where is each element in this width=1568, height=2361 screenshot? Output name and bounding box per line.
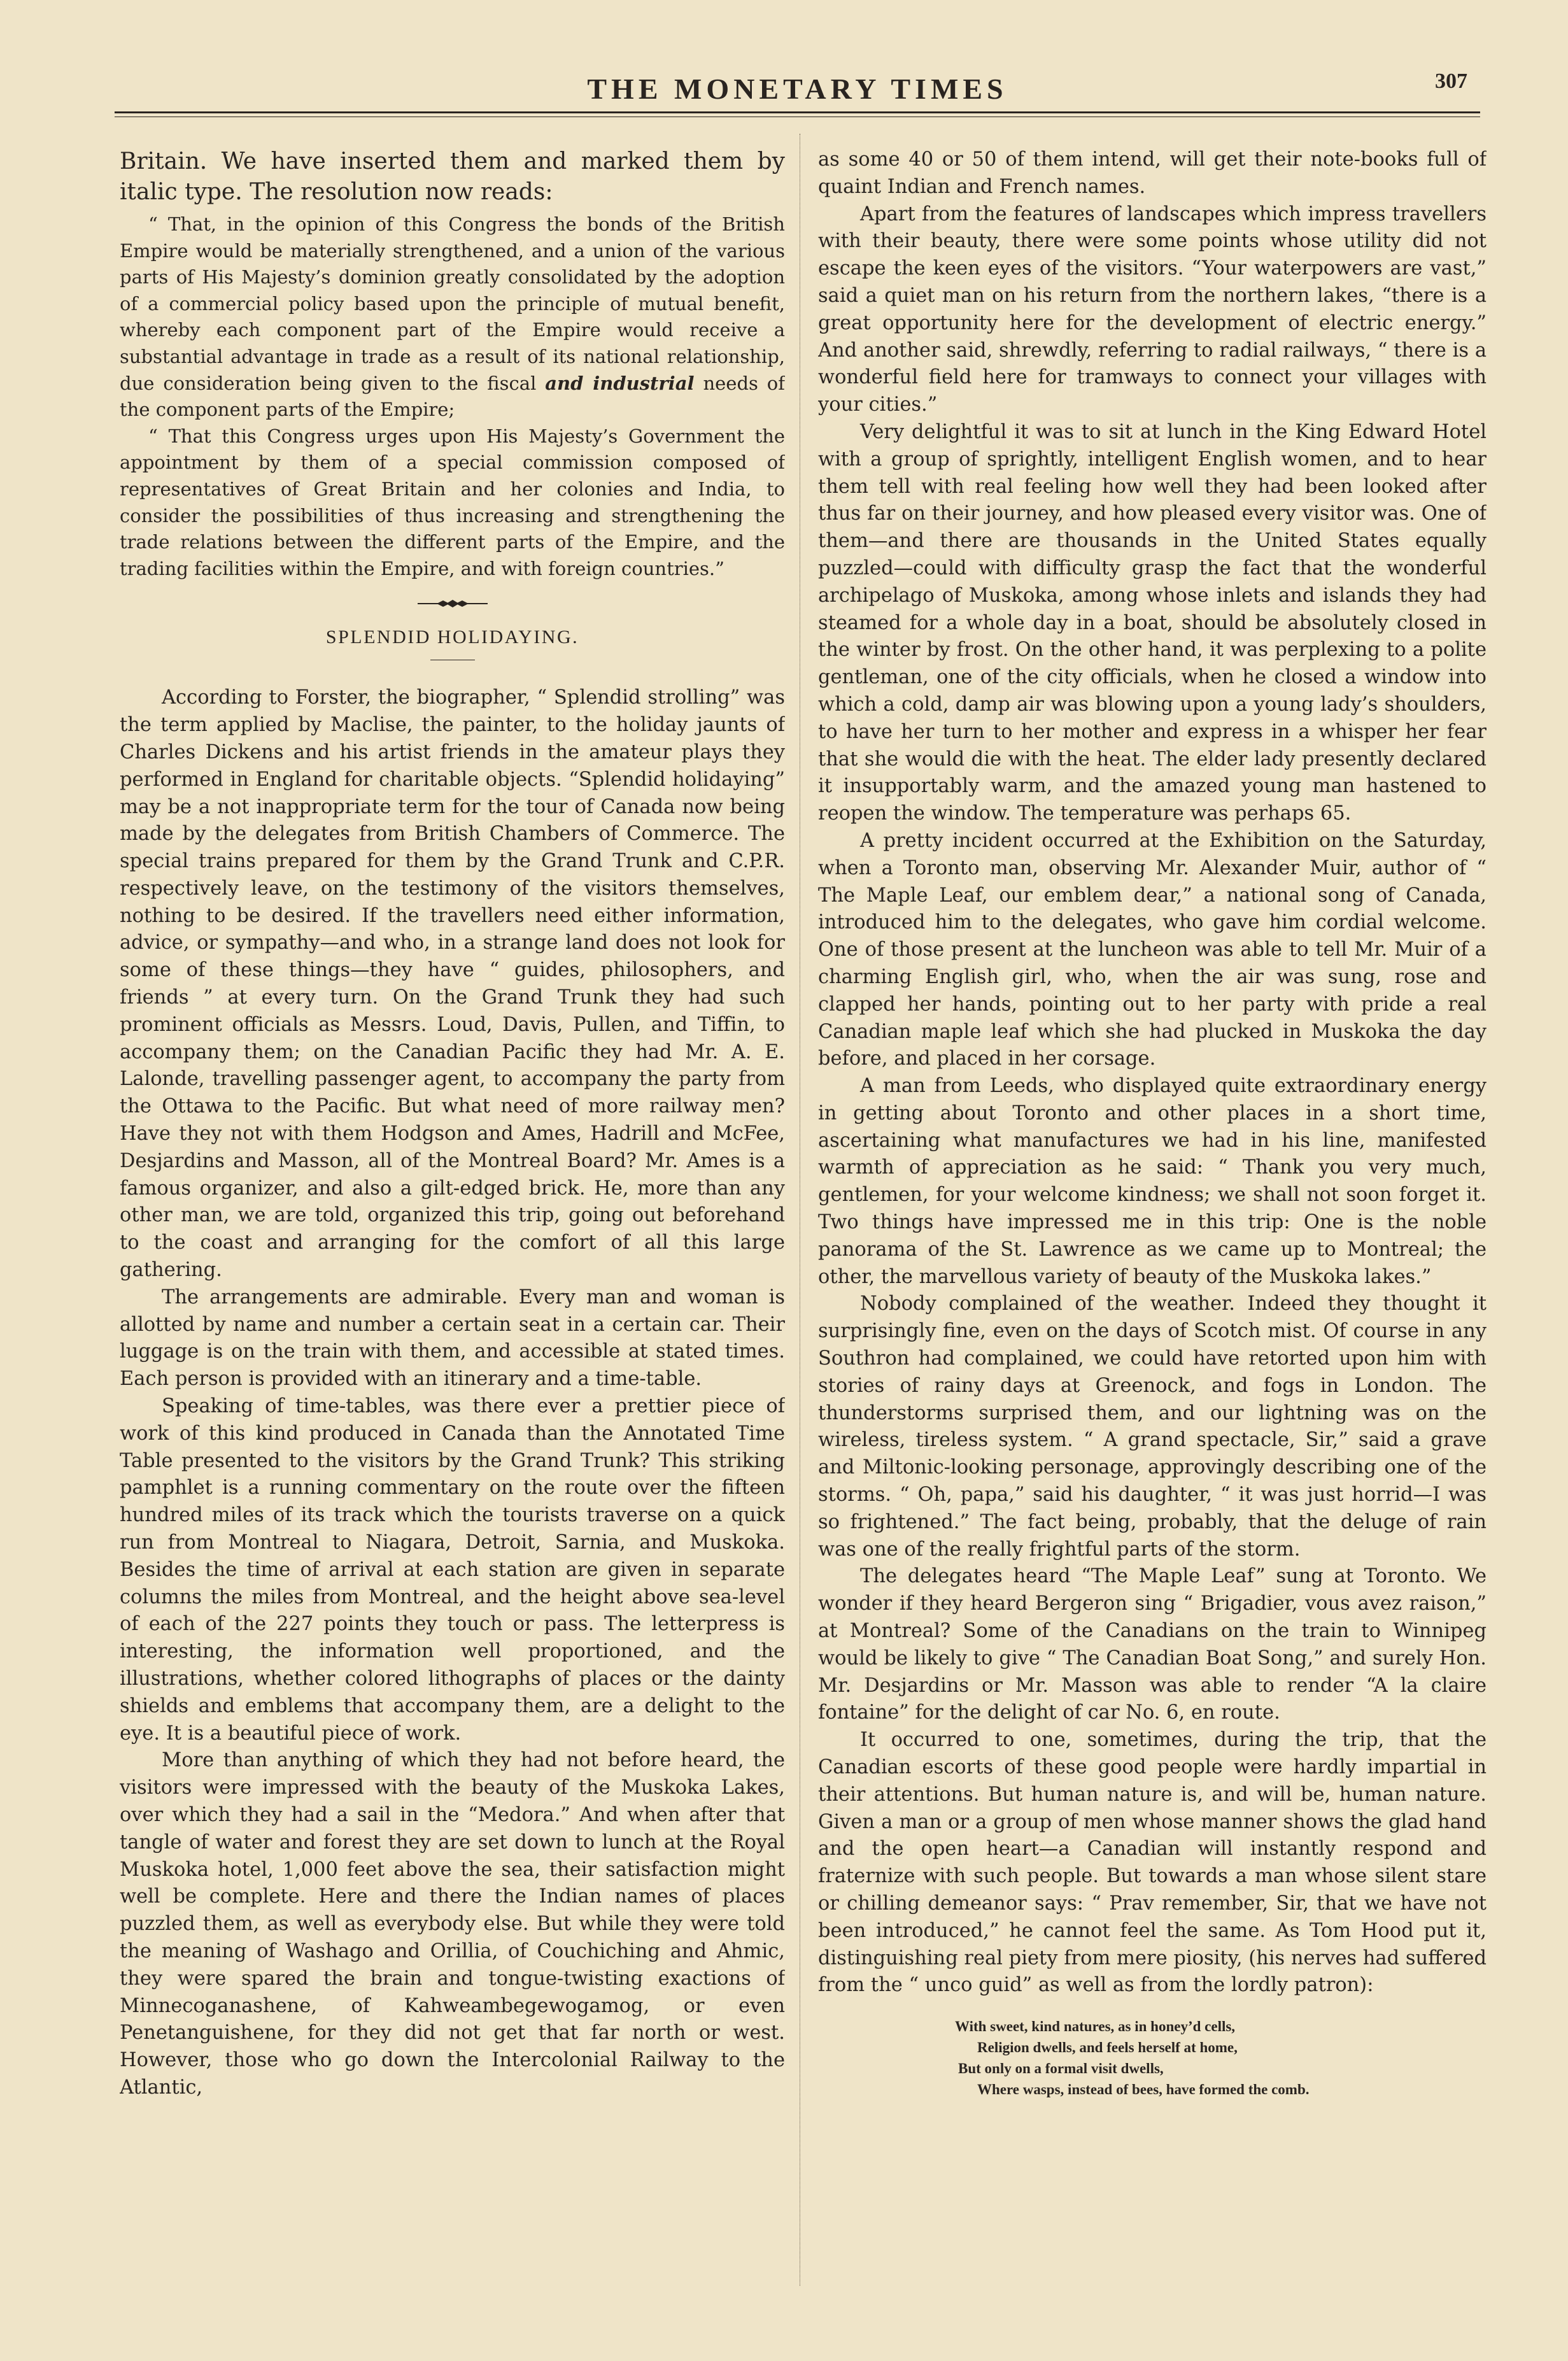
section-heading: SPLENDID HOLIDAYING. (325, 627, 579, 648)
article-paragraph: A man from Leeds, who displayed quite extraordinary energy in getting about Toronto and other places in a short time, ascertaining what manufactures we had in his line, manifested warmth of appreciation as he said: “ Thank you very much, gentlemen, for your welcome kindness; we shall not soon forget it. Two things have impressed me in this trip: One is the noble panorama of the St. Lawrence as we came up to Montreal; the other, the marvellous variety of beauty of the Muskoka lakes.” (818, 1075, 1487, 1288)
page-number: 307 (1435, 69, 1467, 93)
article-paragraph: It occurred to one, sometimes, during the trip, that the Canadian escorts of these good people were hardly impartial in their attentions. But human nature is, and will be, human nature. Given a man or a group of men whose manner shows the glad hand and the open heart—a Canadian will instantly respond and fraternize with such people. But towards a man whose silent stare or chilling demeanor says: “ Prav remember, Sir, that we have not been introduced,” he cannot feel the same. As Tom Hood put it, distinguishing real piety from mere piosity, (his nerves had suffered from the “ unco guid” as well as from the lordly patron): (818, 1729, 1487, 1997)
article-paragraph: Nobody complained of the weather. Indeed they thought it surprisingly fine, even on the days of Scotch mist. Of course in any Southron had complained, we could have retorted upon him with stories of rainy days at Greenock, and fogs in London. The thunderstorms surprised them, and our lightning was on the wireless, tireless system. “ A grand spectacle, Sir,” said a grave and Miltonic-looking personage, approvingly describing one of the storms. “ Oh, papa,” said his daughter, “ it was just horrid—I was so frightened.” The fact being, probably, that the deluge of rain was one of the really frightful parts of the storm. (818, 1293, 1487, 1561)
page-header (115, 60, 1480, 118)
article-paragraph-continued: as some 40 or 50 of them intend, will get their note-books full of quaint Indian and French names. (818, 148, 1487, 198)
masthead-title: THE MONETARY TIMES (587, 73, 1008, 105)
italic-inserted-words: and industrial (545, 372, 695, 394)
article-paragraph: The delegates heard “The Maple Leaf” sung at Toronto. We wonder if they heard Bergeron sing “ Brigadier, vous avez raison,” at Montreal? Some of the Canadians on the train to Winnipeg would be likely to give “ The Canadian Boat Song,” and surely Hon. Mr. Desjardins or Mr. Masson was able to render “A la claire fontaine” for the delight of car No. 6, en route. (818, 1565, 1487, 1724)
right-column (818, 146, 1487, 2286)
resolution-quote-2: “ That this Congress urges upon His Majesty’s Government the appointment by them of a special commission composed of representatives of Great Britain and her colonies and India, to consider the possibilities of thus increasing and strengthening the trade relations between the different parts of the Empire, and the trading facilities within the Empire, and with foreign countries.” (120, 425, 785, 579)
article-paragraph: Speaking of time-tables, was there ever a prettier piece of work of this kind produced in Canada than the Annotated Time Table presented to the visitors by the Grand Trunk? This striking pamphlet is a running commentary on the route over the fifteen hundred miles of its track which the tourists traverse on a quick run from Montreal to Niagara, Detroit, Sarnia, and Muskoka. Besides the time of arrival at each station are given in separate columns the miles from Montreal, and the height above sea-level of each of the 227 points they touch or pass. The letterpress is interesting, the information well proportioned, and the illustrations, whether colored lithographs of places or the dainty shields and emblems that accompany them, are a delight to the eye. It is a beautiful piece of work. (120, 1395, 785, 1745)
article-paragraph: Apart from the features of landscapes which impress travellers with their beauty, there were some points whose utility did not escape the keen eyes of the visitors. “Your waterpowers are vast,” said a quiet man on his return from the northern lakes, “there is a great opportunity here for the development of electric energy.” And another said, shrewdly, referring to radial railways, “ there is a wonderful field here for tramways to connect your villages with your cities.” (818, 202, 1487, 416)
poem-line: Where wasps, instead of bees, have formed the comb. (977, 2081, 1310, 2098)
ornament-divider-icon (418, 599, 488, 609)
resolution-quote-1-end: needs of the component parts of the Empire; (120, 372, 785, 421)
resolution-quote-1 (120, 211, 785, 423)
resolution-quote-1-start: “ That, in the opinion of this Congress the bonds of the British Empire would be materially strengthened, and a union of the various parts of His Majesty’s dominion greatly consolidated by the adoption of a commercial policy based upon the principle of mutual benefit, whereby each component part of the Empire would receive a substantial advantage in trade as a result of its national relationship, due consideration being given to the fiscal (120, 213, 785, 394)
poem-line: With sweet, kind natures, as in honey’d cells, (955, 2018, 1236, 2035)
article-paragraph: According to Forster, the biographer, “ Splendid strolling” was the term applied by Maclise, the painter, to the holiday jaunts of Charles Dickens and his artist friends in the amateur plays they performed in England for charitable objects. “Splendid holidaying” may be a not inappropriate term for the tour of Canada now being made by the delegates from British Chambers of Commerce. The special trains prepared for them by the Grand Trunk and C.P.R. respectively leave, on the testimony of the visitors themselves, nothing to be desired. If the travellers need either information, advice, or sympathy—and who, in a strange land does not look for some of these things—they have “ guides, philosophers, and friends ” at every turn. On the Grand Trunk they had such prominent officials as Messrs. Loud, Davis, Pullen, and Tiffin, to accompany them; on the Canadian Pacific they had Mr. A. E. Lalonde, travelling passenger agent, to accompany the party from the Ottawa to the Pacific. But what need of more railway men? Have they not with them Hodgson and Ames, Hadrill and McFee, Desjardins and Masson, all of the Montreal Board? Mr. Ames is a famous organizer, and also a gilt-edged brick. He, more than any other man, we are told, organized this trip, going out beforehand to the coast and arranging for the comfort of all this large gathering. (120, 686, 785, 1282)
article-paragraph: More than anything of which they had not before heard, the visitors were impressed with the beauty of the Muskoka Lakes, over which they had a sail in the “Medora.” And when after that tangle of water and forest they are set down to lunch at the Royal Muskoka hotel, 1,000 feet above the sea, their satisfaction might well be complete. Here and there the Indian names of places puzzled them, as well as everybody else. But while they were told the meaning of Washago and Orillia, of Couchiching and Ahmic, they were spared the brain and tongue-twisting exactions of Minnecoganashene, of Kahweambegewogamog, or even Penetanguishene, for they did not get that far north or west. However, those who go down the Intercolonial Railway to the Atlantic, (120, 1749, 785, 2099)
header-rule-thick (115, 111, 1480, 113)
poem-line: Religion dwells, and feels herself at home, (977, 2039, 1238, 2056)
article-continuation-lead: Britain. We have inserted them and marked them by italic type. The resolution now reads: (120, 148, 785, 205)
article-paragraph: The arrangements are admirable. Every man and woman is allotted by name and number a certain seat in a certain car. Their luggage is on the train with them, and accessible at stated times. Each person is provided with an itinerary and a time-table. (120, 1286, 785, 1391)
article-paragraph: Very delightful it was to sit at lunch in the King Edward Hotel with a group of sprightly, intelligent English women, and to hear them tell with real feeling how well they had been looked after thus far on their journey, and how pleased every visitor was. One of them—and there are thousands in the United States equally puzzled—could with difficulty grasp the fact that the wonderful archipelago of Muskoka, among whose inlets and islands they had steamed for a whole day in a boat, should be absolutely closed in the winter by frost. On the other hand, it was perplexing to a polite gentleman, one of the city officials, when he closed a window into which a cold, damp air was blowing upon a young lady’s shoulders, to have her turn to her mother and express in a whisper her fear that she would die with the heat. The elder lady presently declared it insupportably warm, and the amazed young man hastened to reopen the window. The temperature was perhaps 65. (818, 420, 1487, 825)
article-paragraph: A pretty incident occurred at the Exhibition on the Saturday, when a Toronto man, observing Mr. Alexander Muir, author of “ The Maple Leaf, our emblem dear,” a national song of Canada, introduced him to the delegates, who gave him cordial welcome. One of those present at the luncheon was able to tell Mr. Muir of a charming English girl, who, when the air was sung, rose and clapped her hands, pointing out to her party with pride a real Canadian maple leaf which she had plucked in Muskoka the day before, and placed in her corsage. (818, 829, 1487, 1070)
left-column (120, 146, 785, 2286)
section-ornament (120, 599, 785, 609)
poem-line: But only on a formal visit dwells, (958, 2060, 1164, 2077)
poem-quotation (818, 2016, 1487, 2100)
